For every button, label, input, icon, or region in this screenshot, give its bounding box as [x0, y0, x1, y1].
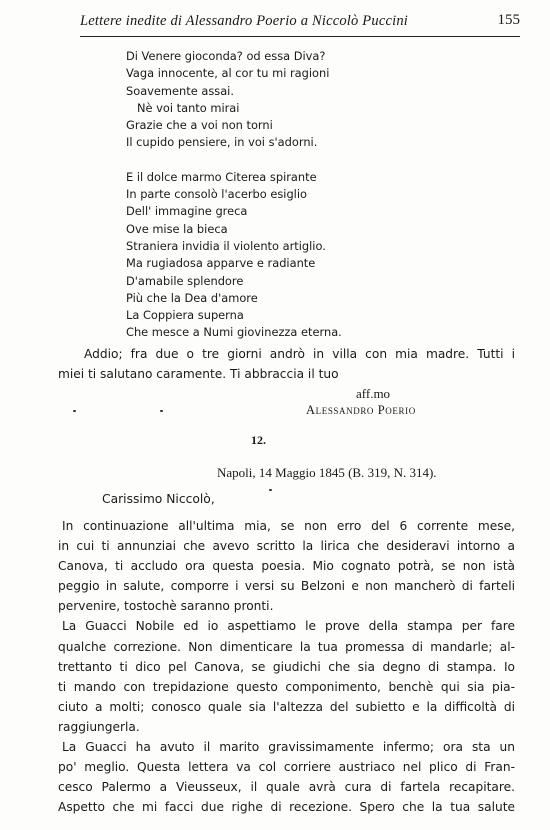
- poem-line: Ma rugiadosa apparve e radiante: [126, 256, 316, 271]
- text-line: ciuto a molti; conosco quale sia l'altezza del subietto e la difficoltà di: [58, 699, 515, 714]
- print-mark: [73, 410, 76, 412]
- poem-line: Ove mise la bieca: [126, 221, 228, 236]
- text-line: La Guacci Nobile ed io aspettiamo le prove della stampa per fare: [62, 619, 515, 634]
- poem-line: Vaga innocente, al cor tu mi ragioni: [126, 66, 330, 81]
- poem-line: Grazie che a voi non torni: [126, 118, 273, 133]
- letter-body: [58, 516, 515, 817]
- signature: Alessandro Poerio: [306, 403, 416, 417]
- closing-paragraph: [58, 345, 515, 384]
- text-line: pervenire, tostochè saranno pronti.: [58, 599, 274, 614]
- poem-line: Soavemente assai.: [126, 83, 234, 98]
- text-line: Canova, ti accludo ora questa poesia. Mio cognato potrà, se non istà: [58, 559, 515, 574]
- text-line: peggio in salute, comporre i versi su Belzoni e non mancherò di farteli: [58, 579, 515, 594]
- text-line: po' meglio. Questa lettera va col corriere austriaco nel plico di Fran-: [58, 760, 515, 775]
- salutation: Carissimo Niccolò,: [102, 492, 215, 506]
- text-line: Addio; fra due o tre giorni andrò in villa con mia madre. Tutti i: [84, 347, 515, 361]
- letter-number: 12.: [251, 433, 266, 447]
- text-line: qualche correzione. Non dimenticare la tua promessa di mandarle; al-: [58, 639, 515, 654]
- text-line: trettanto ti dico pel Canova, se giudichi che sia degno di stampa. Io: [58, 659, 515, 674]
- text-line: In continuazione all'ultima mia, se non erro del 6 corrente mese,: [62, 519, 515, 533]
- poem-line: Più che la Dea d'amore: [126, 290, 258, 305]
- poem-line: E il dolce marmo Citerea spirante: [126, 169, 317, 184]
- poem-line: Il cupido pensiere, in voi s'adorni.: [126, 135, 318, 150]
- closing-formula: aff.mo: [356, 386, 391, 401]
- dateline: Napoli, 14 Maggio 1845 (B. 319, N. 314).: [217, 465, 437, 480]
- text-line: raggiungerla.: [58, 719, 140, 734]
- poem: [126, 48, 342, 342]
- page-number: 155: [497, 12, 520, 28]
- text-line: ti mando con trepidazione questo componimento, benchè qui sia pia-: [58, 679, 515, 694]
- poem-line: Dell' immagine greca: [126, 204, 248, 219]
- text-line: miei ti salutano caramente. Ti abbraccia il tuo: [58, 366, 339, 381]
- text-line: La Guacci ha avuto il marito gravissimamente infermo; ora sta un: [62, 740, 515, 755]
- text-line: cesco Palermo a Vieusseux, il quale avrà cura di fartela recapitare.: [58, 780, 515, 795]
- text-line: in cui ti annunziai che avevo scritto la lirica che desideravi intorno a: [58, 539, 515, 554]
- poem-line: D'amabile splendore: [126, 273, 244, 288]
- poem-line: Di Venere gioconda? od essa Diva?: [126, 49, 326, 63]
- poem-line: In parte consolò l'acerbo esiglio: [126, 187, 307, 202]
- poem-line: Straniera invidia il violento artiglio.: [126, 238, 326, 253]
- print-mark: [269, 489, 272, 491]
- running-header: [80, 10, 520, 37]
- print-mark: [160, 410, 163, 412]
- running-header-title: Lettere inedite di Alessandro Poerio a Niccolò Puccini: [80, 13, 408, 29]
- poem-line: La Coppiera superna: [126, 308, 244, 323]
- text-line: Aspetto che mi facci due righe di recezione. Spero che la tua salute: [58, 800, 515, 815]
- poem-line: Che mesce a Numi giovinezza eterna.: [126, 325, 342, 340]
- poem-line: Nè voi tanto mirai: [137, 100, 240, 115]
